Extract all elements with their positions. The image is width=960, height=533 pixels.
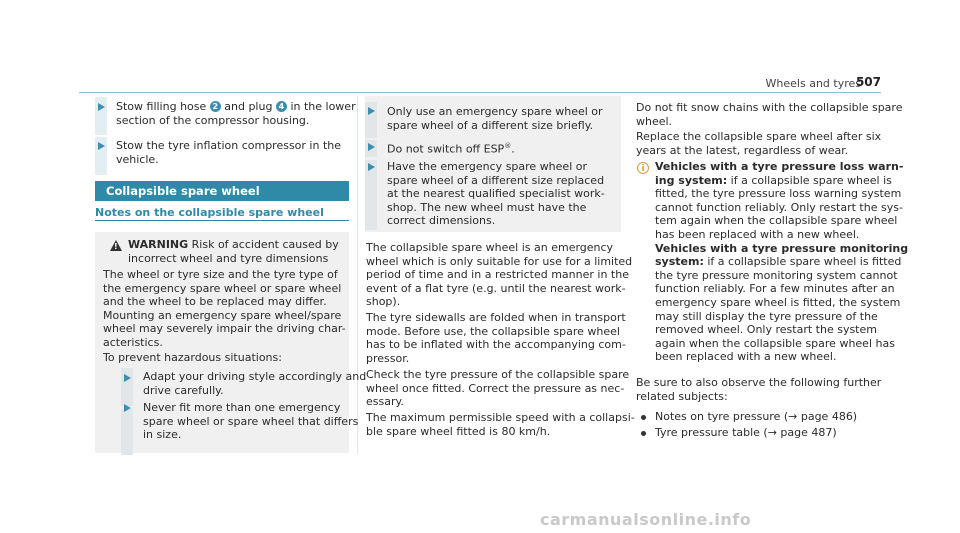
running-header: Wheels and tyres [765, 77, 861, 90]
line: The wheel or tyre size and the tyre type of [103, 268, 338, 281]
watermark: carmanualsonline.info [540, 510, 752, 529]
line: emergency spare wheel is fitted, the system [655, 295, 901, 309]
line: Check the tyre pressure of the collapsible spare [366, 368, 630, 381]
line: wheel once fitted. Correct the pressure as nec- [366, 381, 625, 395]
line: again when the collapsible spare wheel has [655, 336, 895, 350]
line: The tyre sidewalls are folded when in transport [366, 311, 626, 324]
warning-step [387, 140, 515, 156]
callout-number: 2 [210, 101, 221, 112]
bullet-bar [121, 409, 133, 455]
warning-icon: ! [110, 240, 122, 251]
step-arrow-icon [124, 374, 131, 382]
step-arrow-icon [368, 107, 375, 115]
step-text: vehicle. [116, 152, 159, 166]
warning-step [387, 105, 603, 132]
line: correct dimensions. [387, 214, 496, 228]
line: related subjects: [636, 389, 728, 403]
subheading: Notes on the collapsible spare wheel [95, 206, 324, 219]
line: the emergency spare wheel or spare wheel [103, 281, 342, 295]
line: and the wheel to be replaced may differ. [103, 295, 327, 309]
line: Replace the collapsible spare wheel after six [636, 130, 882, 143]
warning-step [143, 370, 366, 397]
paragraph [366, 241, 632, 309]
line: in size. [143, 428, 182, 442]
column-divider-top [357, 96, 358, 97]
section-title: Collapsible spare wheel [95, 181, 349, 201]
step-arrow-icon [368, 143, 375, 151]
bold-text: system: [655, 255, 704, 269]
paragraph [636, 101, 902, 128]
line: acteristics. [103, 335, 163, 349]
paragraph [366, 411, 635, 438]
step-text: Stow the tyre inflation compressor in the [116, 139, 342, 152]
line: drive carefully. [143, 383, 224, 397]
line: if a collapsible spare wheel is fitted [703, 255, 902, 269]
step-stow-compressor [116, 139, 341, 166]
step-text: and plug [220, 100, 276, 113]
info-icon: i [637, 162, 649, 174]
warning-body [103, 268, 346, 350]
line: Adapt your driving style accordingly and [143, 370, 367, 383]
subheading-rule [95, 220, 349, 221]
step-arrow-icon [98, 103, 105, 111]
line: spare wheel of a different size replaced [387, 173, 605, 187]
paragraph [636, 130, 881, 157]
line: the tyre pressure monitoring system cannot [655, 268, 898, 282]
line: essary. [366, 395, 404, 409]
warning-title [128, 238, 339, 265]
line: wheel. [636, 114, 673, 128]
line: function reliably. For a few minutes after an [655, 282, 895, 296]
line: cannot function reliably. Only restart the sys- [655, 200, 903, 214]
line: has to be inflated with the accompanying com- [366, 338, 626, 352]
step-text: in the lower [286, 100, 356, 113]
warning-text: incorrect wheel and tyre dimensions [128, 251, 329, 265]
step-arrow-icon [368, 163, 375, 171]
warning-text: Risk of accident caused by [191, 238, 339, 251]
header-rule [79, 92, 881, 93]
line: wheel may severely impair the driving char- [103, 322, 346, 336]
step-text: Stow filling hose [116, 100, 210, 113]
line: Only use an emergency spare wheel or [387, 105, 603, 118]
step-arrow-icon [124, 404, 131, 412]
line: Do not fit snow chains with the collapsible spare [636, 101, 903, 114]
warning-prevent: To prevent hazardous situations: [103, 351, 282, 364]
line: removed wheel. Only restart the system [655, 323, 877, 337]
registered-mark: ® [504, 142, 512, 150]
line: years at the latest, regardless of wear. [636, 143, 849, 157]
step-stow-hose [116, 100, 356, 127]
line: may still display the tyre pressure of the [655, 309, 878, 323]
line: has been replaced with a new wheel. [655, 227, 860, 241]
paragraph [366, 368, 629, 409]
line: ble spare wheel fitted is 80 km/h. [366, 424, 551, 438]
line: Never fit more than one emergency [143, 401, 341, 414]
line: fitted, the tyre pressure loss warning system [655, 187, 902, 201]
bold-text: Vehicles with a tyre pressure loss warn- [655, 160, 904, 173]
paragraph [366, 311, 626, 365]
line: been replaced with a new wheel. [655, 350, 837, 364]
bold-text: Vehicles with a tyre pressure monitoring [655, 241, 909, 255]
line: period of time and in a restricted manner in the [366, 268, 629, 282]
bullet-dot [641, 431, 646, 436]
line: if a collapsible spare wheel is [727, 173, 892, 187]
warning-label: WARNING [128, 238, 189, 251]
bold-text: ing system: [655, 173, 728, 187]
warning-step [143, 401, 358, 442]
line: event of a flat tyre (e.g. until the nearest work- [366, 281, 626, 295]
link-tyre-pressure[interactable]: Notes on tyre pressure (→ page 486) [655, 410, 858, 423]
callout-number: 4 [276, 101, 287, 112]
line: mode. Before use, the collapsible spare wheel [366, 324, 620, 338]
line: tem again when the collapsible spare wheel [655, 214, 898, 228]
link-tyre-pressure-table[interactable]: Tyre pressure table (→ page 487) [655, 426, 837, 439]
line: Be sure to also observe the following further [636, 376, 882, 389]
line: The collapsible spare wheel is an emergency [366, 241, 614, 254]
step-arrow-icon [98, 142, 105, 150]
info-note [655, 160, 908, 364]
paragraph [636, 376, 881, 403]
step-text: . [511, 142, 515, 156]
line: spare wheel or spare wheel that differs [143, 414, 359, 428]
line: shop. The new wheel must have the [387, 200, 587, 214]
page-number: 507 [855, 75, 881, 89]
step-text: section of the compressor housing. [116, 113, 310, 127]
step-text: Do not switch off ESP [387, 142, 505, 156]
line: spare wheel of a different size briefly. [387, 118, 594, 132]
line: shop). [366, 295, 401, 309]
line: Have the emergency spare wheel or [387, 160, 587, 173]
line: pressor. [366, 351, 410, 365]
line: Mounting an emergency spare wheel/spare [103, 308, 342, 322]
line: wheel which is only suitable for use for a limited [366, 254, 633, 268]
bullet-dot [641, 415, 646, 420]
line: at the nearest qualified specialist work- [387, 187, 605, 201]
warning-step [387, 160, 605, 228]
line: The maximum permissible speed with a collapsi- [366, 411, 635, 424]
